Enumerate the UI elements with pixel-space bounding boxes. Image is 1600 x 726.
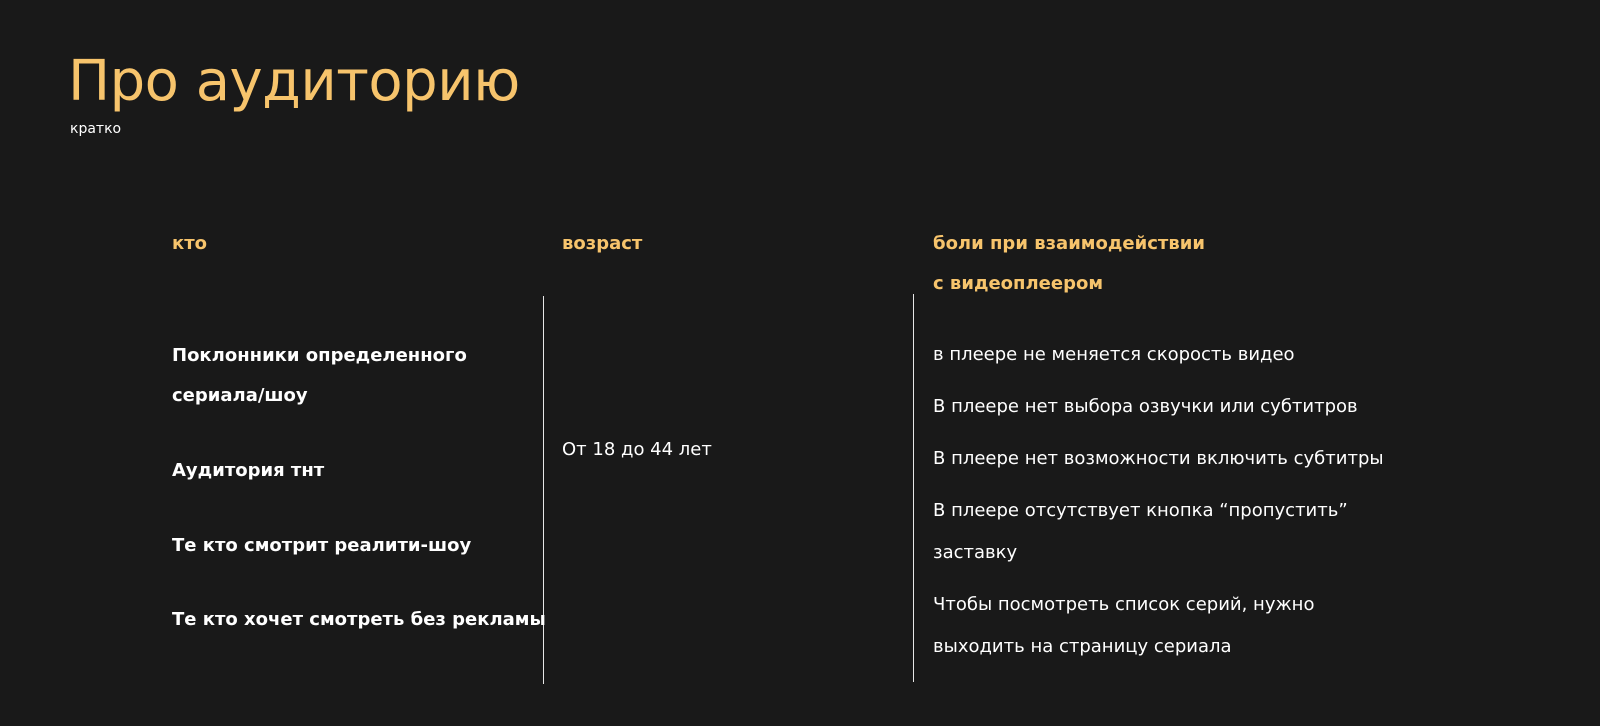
audience-item-line1: Те кто хочет смотреть без рекламы (172, 609, 546, 630)
column-header-who-label: кто (172, 233, 208, 254)
column-divider (913, 294, 914, 682)
audience-item (172, 600, 546, 640)
pain-point-item (933, 438, 1384, 480)
audience-item-line1: Аудитория тнт (172, 460, 325, 481)
page-subtitle: кратко (70, 121, 122, 137)
pain-point-line1: В плеере отсутствует кнопка “пропустить” (933, 500, 1348, 521)
page-title: Про аудиторию (68, 49, 520, 114)
audience-item-line1: Поклонники определенного (172, 345, 467, 366)
column-header-pains-line1: боли при взаимодействии (933, 233, 1205, 254)
pain-point-line1: Чтобы посмотреть список серий, нужно (933, 594, 1315, 615)
audience-item-line2: сериала/шоу (172, 385, 308, 406)
pain-point-item (933, 584, 1314, 668)
column-header-age-label: возраст (562, 233, 643, 254)
column-header-pains (933, 224, 1205, 304)
pain-point-line1: в плеере не меняется скорость видео (933, 344, 1295, 365)
pain-point-item (933, 490, 1348, 574)
column-header-who (172, 224, 207, 264)
column-header-pains-line2: с видеоплеером (933, 273, 1104, 294)
column-header-age (562, 224, 642, 264)
audience-item (172, 336, 467, 416)
audience-item (172, 451, 324, 491)
age-range: От 18 до 44 лет (562, 439, 712, 460)
pain-point-line2: выходить на страницу сериала (933, 636, 1232, 657)
audience-item-line1: Те кто смотрит реалити-шоу (172, 535, 472, 556)
pain-point-item (933, 334, 1295, 376)
pain-point-line1: В плеере нет возможности включить субтитры (933, 448, 1384, 469)
audience-item (172, 526, 471, 566)
pain-point-line1: В плеере нет выбора озвучки или субтитров (933, 396, 1358, 417)
pain-point-item (933, 386, 1358, 428)
pain-point-line2: заставку (933, 542, 1018, 563)
